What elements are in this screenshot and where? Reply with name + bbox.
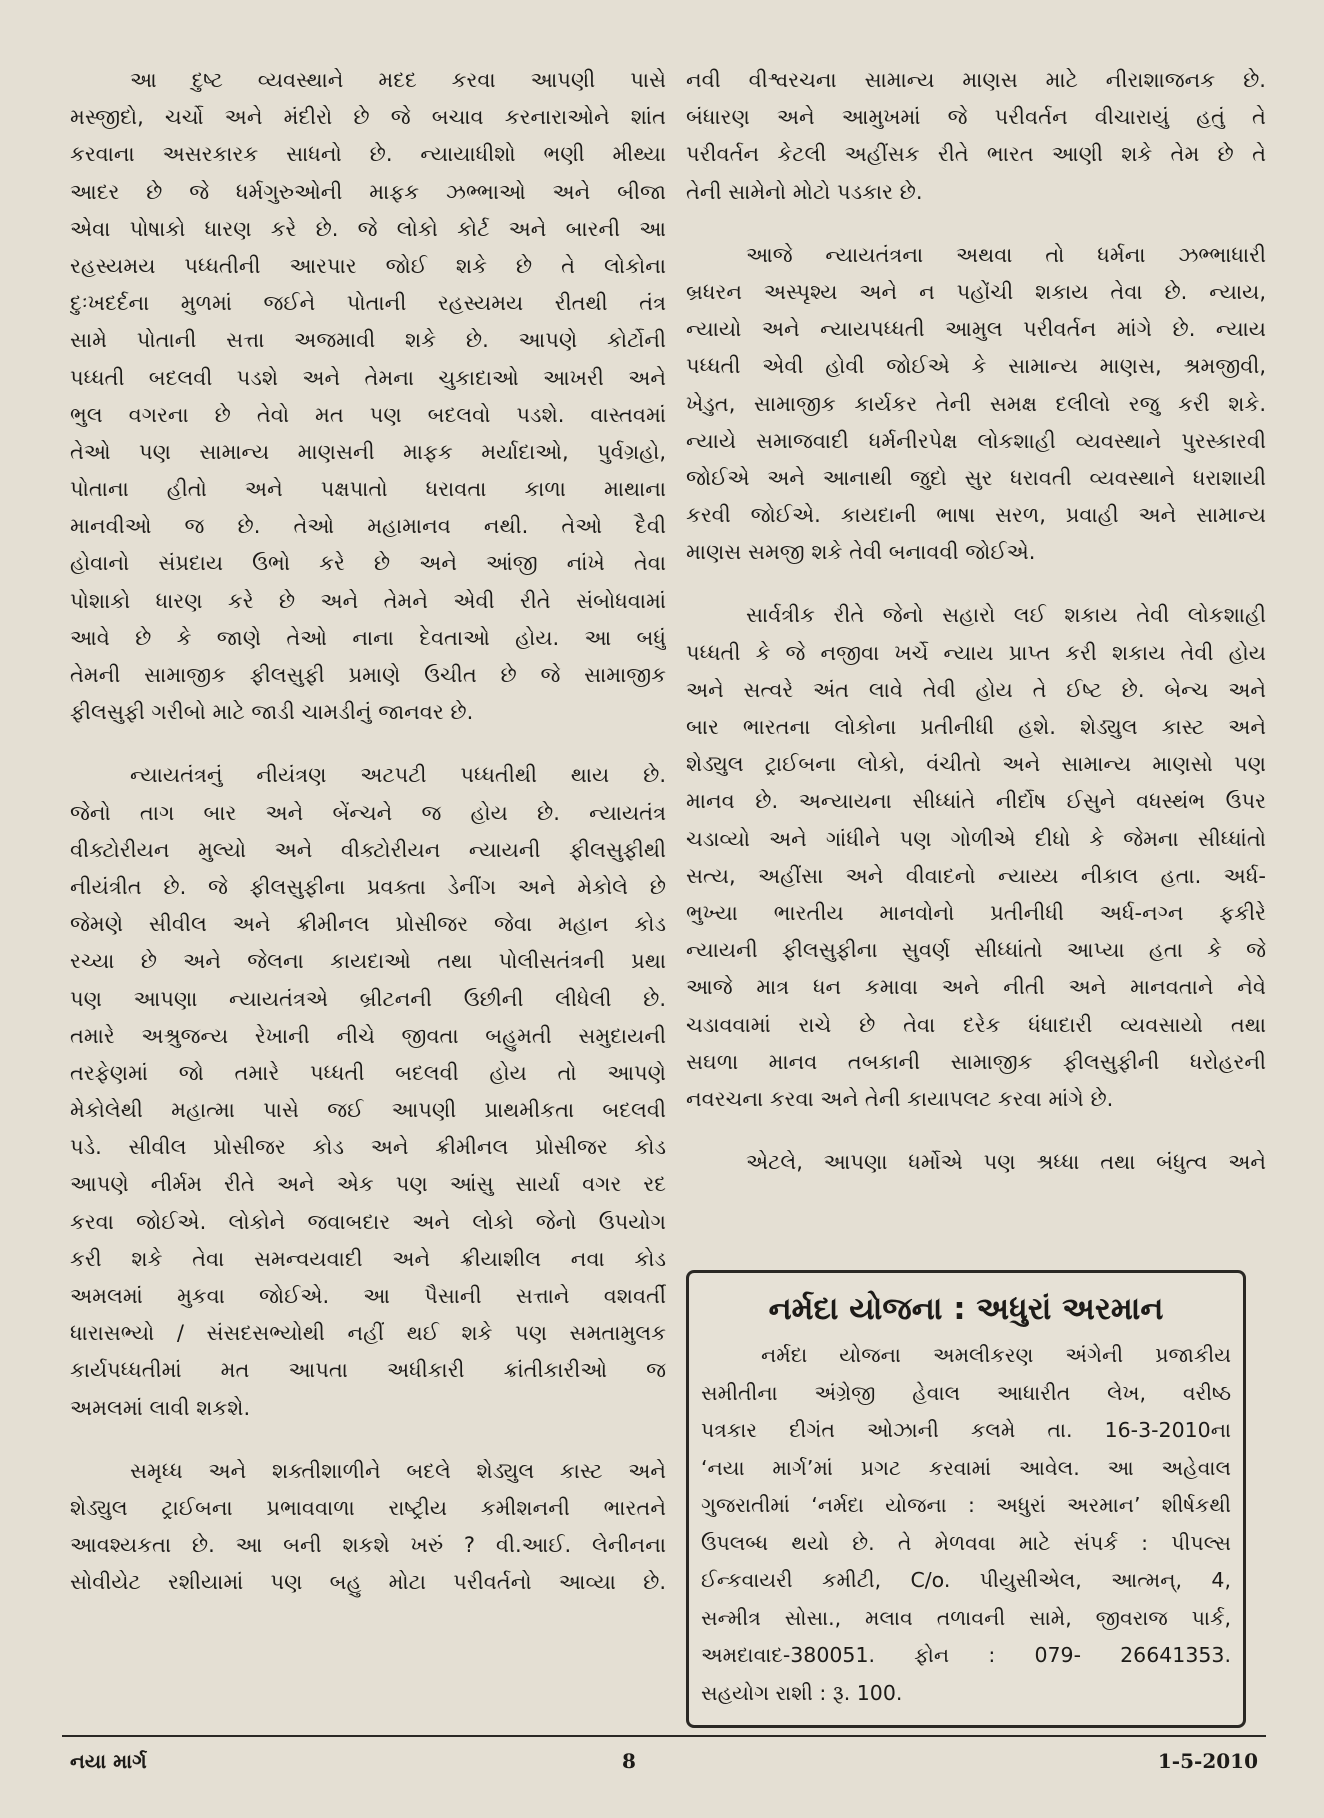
text-line: પોશાકો ધારણ કરે છે અને તેમને એવી રીતે સંબોધવામાં — [70, 588, 666, 613]
text-line: સમીતીના અંગ્રેજી હેવાલ આધારીત લેખ, વરીષ્ઠ — [701, 1380, 1231, 1405]
text-line: પધ્ધતી કે જે નજીવા ખર્ચે ન્યાય પ્રાપ્ત કરી શકાય તેવી હોય — [686, 640, 1266, 665]
text-line: કરી શકે તેવા સમન્વયવાદી અને ક્રીયાશીલ નવા કોડ — [70, 1246, 666, 1271]
narmada-notice-box — [686, 1270, 1246, 1728]
text-line: જેમણે સીવીલ અને ક્રીમીનલ પ્રોસીજર જેવા મહાન કોડ — [70, 912, 666, 937]
text-line: વીક્ટોરીયન મુલ્યો અને વીક્ટોરીયન ન્યાયની ફીલસુફીથી — [70, 837, 666, 862]
box-title: નર્મદા યોજના : અધુરાં અરમાન — [768, 1291, 1164, 1327]
text-line: આપણે નીર્મમ રીતે અને એક પણ આંસુ સાર્યા વગર રદ — [70, 1172, 666, 1197]
text-line: શેડ્યુલ ટ્રાઈબના લોકો, વંચીતો અને સામાન્ય માણસો પણ — [686, 752, 1266, 777]
text-line: મેકોલેથી મહાત્મા પાસે જઈ આપણી પ્રાથમીકતા બદલવી — [70, 1098, 666, 1123]
text-line: ધારાસભ્યો / સંસદસભ્યોથી નહીં થઈ શકે પણ સમતામુલક — [70, 1321, 666, 1346]
text-line: કરવા જોઈએ. લોકોને જવાબદાર અને લોકો જેનો ઉપયોગ — [70, 1209, 666, 1234]
text-line: તેઓ પણ સામાન્ય માણસની માફક મર્યાદાઓ, પુર્વગ્રહો, — [70, 439, 666, 464]
text-line: નર્મદા યોજના અમલીકરણ અંગેની પ્રજાકીય — [761, 1343, 1231, 1367]
text-line: ઈન્કવાયરી કમીટી, C/o. પીયુસીએલ, આત્મન્, 4, — [701, 1568, 1231, 1592]
text-line: અમલમાં લાવી શકશે. — [70, 1395, 251, 1420]
text-line: કરવી જોઈએ. કાયદાની ભાષા સરળ, પ્રવાહી અને સામાન્ય — [686, 503, 1266, 528]
text-line: સોવીયેટ રશીયામાં પણ બહુ મોટા પરીવર્તનો આવ્યા છે. — [70, 1570, 666, 1595]
publication-name: નયા માર્ગ — [70, 1749, 147, 1773]
text-line: આ દુષ્ટ વ્યવસ્થાને મદદ કરવા આપણી પાસે — [130, 68, 666, 92]
text-line: ચડાવવામાં રાચે છે તેવા દરેક ધંધાદારી વ્યવસાયો તથા — [686, 1012, 1266, 1037]
text-line: એવા પોષાકો ધારણ કરે છે. જે લોકો કોર્ટ અને બારની આ — [70, 216, 666, 241]
text-line: માનવ છે. અન્યાયના સીધ્ધાંતે નીર્દોષ ઈસુને વધસ્થંભ ઉપર — [686, 789, 1266, 814]
text-line: ભુખ્યા ભારતીય માનવોનો પ્રતીનીધી અર્ધ-નગ્ન ફકીરે — [686, 900, 1266, 925]
text-line: દુઃખદર્દના મુળમાં જઈને પોતાની રહસ્યમય રીતથી તંત્ર — [70, 291, 666, 316]
text-line: માનવીઓ જ છે. તેઓ મહામાનવ નથી. તેઓ દૈવી — [70, 514, 666, 539]
text-line: આજે ન્યાયતંત્રના અથવા તો ધર્મના ઝભ્ભાધારી — [746, 242, 1266, 267]
text-line: સત્ય, અહીંસા અને વીવાદનો ન્યાય્ય નીકાલ હતા. અર્ધ- — [686, 863, 1266, 888]
right-column — [686, 62, 1266, 1181]
text-line: સઘળા માનવ તબકાની સામાજીક ફીલસુફીની ધરોહરની — [686, 1049, 1266, 1074]
text-line: નીયંત્રીત છે. જે ફીલસુફીના પ્રવક્તા ડેનીંગ અને મેકોલે છે — [70, 874, 666, 899]
text-line: સન્મીત્ર સોસા., મલાવ તળાવની સામે, જીવરાજ પાર્ક, — [701, 1605, 1231, 1630]
text-line: સમૃધ્ધ અને શક્તીશાળીને બદલે શેડ્યુલ કાસ્ટ અને — [130, 1458, 666, 1483]
text-line: ચડાવ્યો અને ગાંધીને પણ ગોળીએ દીધો કે જેમના સીધ્ધાંતો — [686, 826, 1266, 851]
paragraph-gap — [70, 731, 666, 757]
text-line: ન્યાયતંત્રનું નીયંત્રણ અટપટી પધ્ધતીથી થાય છે. — [130, 763, 666, 788]
text-line: ઉપલબ્ધ થયો છે. તે મેળવવા માટે સંપર્ક : પીપલ્સ — [701, 1530, 1231, 1555]
text-line: તરફેણમાં જો તમારે પધ્ધતી બદલવી હોય તો આપણે — [70, 1060, 666, 1085]
box-body — [701, 1337, 1231, 1712]
text-line: પડે. સીવીલ પ્રોસીજર કોડ અને ક્રીમીનલ પ્રોસીજર કોડ — [70, 1135, 666, 1160]
text-line: આજે માત્ર ધન કમાવા અને નીતી અને માનવતાને નેવે — [686, 975, 1266, 1000]
text-line: જેનો તાગ બાર અને બેંન્ચને જ હોય છે. ન્યાયતંત્ર — [70, 800, 666, 825]
text-line: તમારે અશ્રુજન્ય રેખાની નીચે જીવતા બહુમતી સમુદાયની — [70, 1023, 666, 1048]
page-number: 8 — [622, 1749, 636, 1773]
text-line: પરીવર્તન કેટલી અહીંસક રીતે ભારત આણી શકે તેમ છે તે — [686, 142, 1266, 167]
text-line: નવરચના કરવા અને તેની કાયાપલટ કરવા માંગે છે. — [686, 1086, 1114, 1111]
text-line: કાર્યપધ્ધતીમાં મત આપતા અધીકારી ક્રાંતીકારીઓ જ — [70, 1358, 666, 1383]
paragraph-gap — [686, 571, 1266, 597]
text-line: ભુલ વગરના છે તેવો મત પણ બદલવો પડશે. વાસ્તવમાં — [70, 402, 666, 427]
text-line: આવશ્યકતા છે. આ બની શકશે ખરું ? વી.આઈ. લેનીનના — [70, 1533, 666, 1558]
text-line: અમદાવાદ-380051. ફોન : 079- 26641353. — [701, 1643, 1231, 1667]
text-line: આવે છે કે જાણે તેઓ નાના દેવતાઓ હોય. આ બધું — [70, 625, 666, 650]
text-line: માણસ સમજી શકે તેવી બનાવવી જોઈએ. — [686, 540, 1036, 565]
text-line: અમલમાં મુકવા જોઈએ. આ પૈસાની સત્તાને વશવર્તી — [70, 1284, 666, 1308]
text-line: પત્રકાર દીગંત ઓઝાની કલમે તા. 16-3-2010ના — [701, 1418, 1231, 1442]
text-line: સાર્વત્રીક રીતે જેનો સહારો લઈ શકાય તેવી લોકશાહી — [746, 603, 1266, 628]
text-line: જોઈએ અને આનાથી જુદો સુર ધરાવતી વ્યવસ્થાને ધરાશાયી — [686, 465, 1266, 490]
text-line: આદર છે જે ધર્મગુરુઓની માફક ઝભ્ભાઓ અને બીજા — [70, 179, 666, 204]
text-line: અને સત્વરે અંત લાવે તેવી હોય તે ઈષ્ટ છે. બેન્ચ અને — [686, 677, 1266, 702]
text-line: પધ્ધતી એવી હોવી જોઈએ કે સામાન્ય માણસ, શ્રમજીવી, — [686, 354, 1266, 379]
text-line: તેમની સામાજીક ફીલસુફી પ્રમાણે ઉચીત છે જે સામાજીક — [70, 663, 666, 687]
text-line: નવી વીશ્વરચના સામાન્ય માણસ માટે નીરાશાજનક છે. — [686, 68, 1266, 92]
text-line: ‘નયા માર્ગ’માં પ્રગટ કરવામાં આવેલ. આ અહેવાલ — [701, 1455, 1231, 1480]
text-line: શેડ્યુલ ટ્રાઈબના પ્રભાવવાળા રાષ્ટ્રીય કમીશનની ભારતને — [70, 1495, 666, 1520]
text-line: પણ આપણા ન્યાયતંત્રએ બ્રીટનની ઉછીની લીધેલી છે. — [70, 986, 666, 1011]
text-line: બંધારણ અને આમુખમાં જે પરીવર્તન વીચારાયું હતું તે — [686, 105, 1266, 130]
text-line: રચ્યા છે અને જેલના કાયદાઓ તથા પોલીસતંત્રની પ્રથા — [70, 949, 666, 974]
text-line: એટલે, આપણા ધર્મોએ પણ શ્રધ્ધા તથા બંધુત્વ અને — [746, 1150, 1266, 1175]
text-line: રહસ્યમય પધ્ધતીની આરપાર જોઈ શકે છે તે લોકોના — [70, 253, 666, 278]
paragraph-gap — [686, 1118, 1266, 1144]
text-line: ખેડુત, સામાજીક કાર્યકર તેની સમક્ષ દલીલો રજુ કરી શકે. — [686, 391, 1266, 416]
paragraph-gap — [70, 1427, 666, 1453]
text-line: મસ્જીદો, ચર્ચો અને મંદીરો છે જે બચાવ કરનારાઓને શાંત — [70, 105, 666, 130]
text-line: સહયોગ રાશી : રૂ. 100. — [701, 1680, 903, 1705]
paragraph-gap — [686, 211, 1266, 237]
issue-date: 1-5-2010 — [1157, 1749, 1258, 1773]
text-line: હોવાનો સંપ્રદાય ઉભો કરે છે અને આંજી નાંખે તેવા — [70, 551, 666, 576]
text-line: ન્યાયે સમાજવાદી ધર્મનીરપેક્ષ લોકશાહી વ્યવસ્થાને પુરસ્કારવી — [686, 428, 1266, 453]
text-line: ગુજરાતીમાં ‘નર્મદા યોજના : અધુરાં અરમાન’ શીર્ષકથી — [701, 1493, 1231, 1517]
text-line: બાર ભારતના લોકોના પ્રતીનીધી હશે. શેડ્યુલ કાસ્ટ અને — [686, 715, 1266, 739]
page-footer — [62, 1735, 1266, 1777]
text-line: ન્યાયની ફીલસુફીના સુવર્ણ સીધ્ધાંતો આપ્યા હતા કે જે — [686, 938, 1266, 963]
text-line: ન્યાયો અને ન્યાયપધ્ધતી આમુલ પરીવર્તન માંગે છે. ન્યાય — [686, 317, 1266, 342]
text-line: પધ્ધતી બદલવી પડશે અને તેમના ચુકાદાઓ આખરી અને — [70, 365, 666, 390]
text-line: પોતાના હીતો અને પક્ષપાતો ધરાવતા કાળા માથાના — [70, 477, 666, 502]
left-column — [70, 62, 666, 1602]
text-line: સામે પોતાની સત્તા અજમાવી શકે છે. આપણે કોર્ટોની — [70, 328, 666, 353]
text-line: તેની સામેનો મોટો પડકાર છે. — [686, 179, 923, 204]
text-line: બ્રધરન અસ્પૃશ્ય અને ન પહોંચી શકાય તેવા છે. ન્યાય, — [686, 279, 1266, 304]
text-line: ફીલસુફી ગરીબો માટે જાડી ચામડીનું જાનવર છે. — [70, 700, 474, 725]
text-line: કરવાના અસરકારક સાધનો છે. ન્યાયાધીશો ભણી મીથ્યા — [70, 142, 666, 167]
